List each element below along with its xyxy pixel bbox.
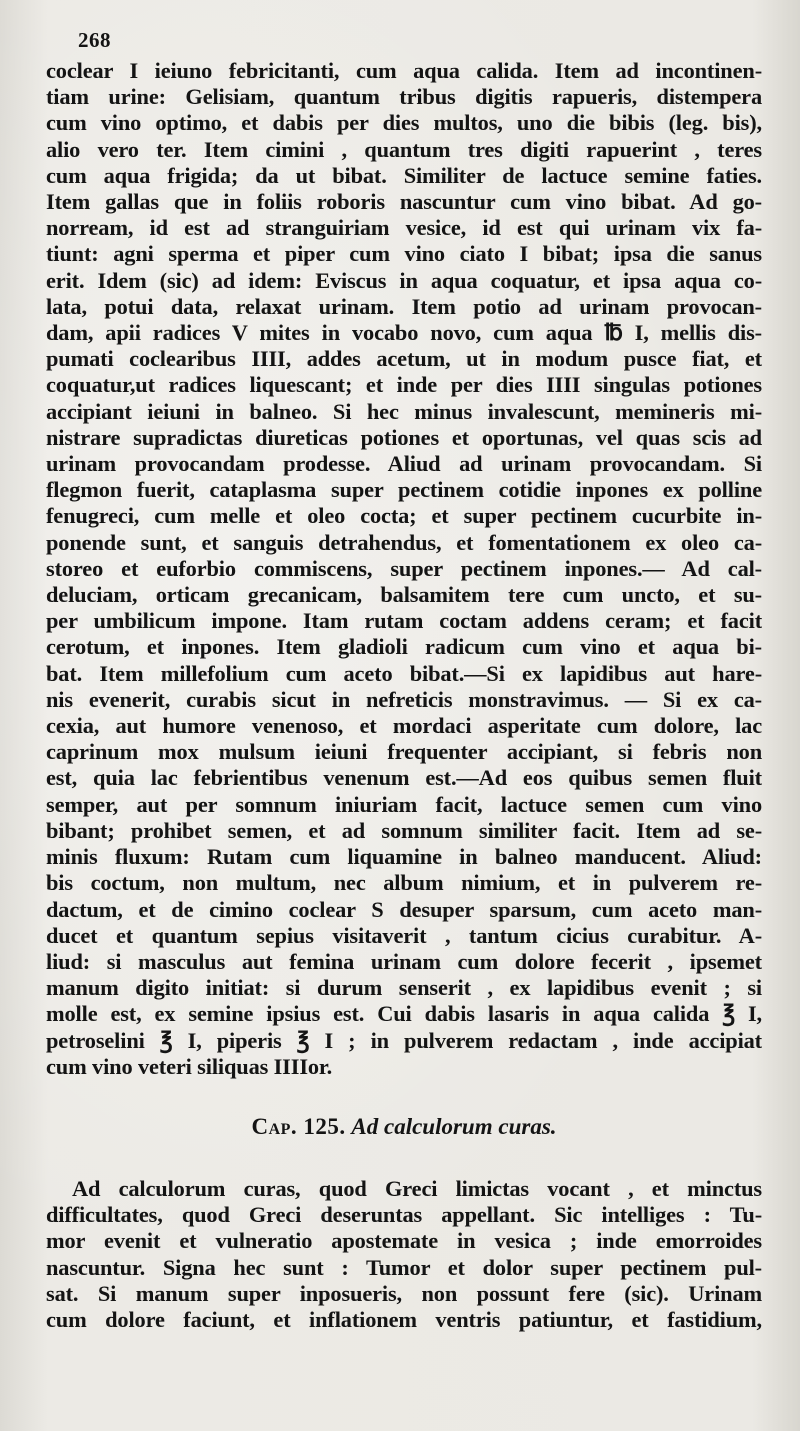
text-line: alio vero ter. Item cimini , quantum tres digiti rapuerint , teres (46, 136, 762, 162)
text-line: tiunt: agni sperma et piper cum vino ciato I bibat; ipsa die sanus (46, 241, 762, 267)
text-line: per umbilicum impone. Itam rutam coctam addens ceram; et facit (46, 608, 762, 634)
text-line: manum digito initiat: si durum senserit , ex lapidibus evenit ; si (46, 975, 762, 1001)
text-line: difficultates, quod Greci deseruntas appellant. Sic intelliges : Tu- (46, 1202, 762, 1228)
text-line: liud: si masculus aut femina urinam cum dolore fecerit , ipsemet (46, 948, 762, 974)
text-line: flegmon fuerit, cataplasma super pectinem cotidie inpones ex polline (46, 477, 762, 503)
text-line: lata, potui data, relaxat urinam. Item potio ad urinam provocan- (46, 293, 762, 319)
text-line: mor evenit et vulneratio apostemate in vesica ; inde emorroides (46, 1228, 762, 1254)
text-line: petroselini ℥ I, piperis ℥ I ; in pulverem redactam , inde accipiat (46, 1027, 762, 1053)
text-line: minis fluxum: Rutam cum liquamine in balneo manducent. Aliud: (46, 844, 762, 870)
text-line: caprinum mox mulsum ieiuni frequenter accipiant, si febris non (46, 739, 762, 765)
text-line: erit. Idem (sic) ad idem: Eviscus in aqua coquatur, et ipsa aqua co- (46, 267, 762, 293)
text-line: semper, aut per somnum iniuriam facit, lactuce semen cum vino (46, 791, 762, 817)
text-line: bat. Item millefolium cum aceto bibat.—Si ex lapidibus aut hare- (46, 660, 762, 686)
text-line: molle est, ex semine ipsius est. Cui dabis lasaris in aqua calida ℥ I, (46, 1001, 762, 1027)
text-line: urinam provocandam prodesse. Aliud ad urinam provocandam. Si (46, 451, 762, 477)
page-number: 268 (78, 28, 111, 52)
text-line: ponende sunt, et sanguis detrahendus, et fomentationem ex oleo ca- (46, 529, 762, 555)
text-line: cum vino veteri siliquas IIIIor. (46, 1053, 333, 1079)
chapter-heading (46, 1114, 762, 1140)
text-line: bis coctum, non multum, nec album nimium, et in pulverem re- (46, 870, 762, 896)
chapter-title: Ad calculorum curas. (351, 1113, 557, 1139)
text-line: fenugreci, cum melle et oleo cocta; et super pectinem cucurbite in- (46, 503, 762, 529)
text-line: storeo et euforbio commiscens, super pectinem inpones.— Ad cal- (46, 555, 762, 581)
text-line: ducet et quantum sepius visitaverit , tantum cicius curabitur. A- (46, 922, 762, 948)
text-line: cum dolore faciunt, et inflationem ventris patiuntur, et fastidium, (46, 1306, 762, 1332)
text-line: sat. Si manum super inposueris, non possunt fere (sic). Urinam (46, 1280, 762, 1306)
text-line: dam, apii radices V mites in vocabo novo, cum aqua ℔ I, mellis dis- (46, 320, 762, 346)
text-line: cum vino optimo, et dabis per dies multos, uno die bibis (leg. bis), (46, 110, 762, 136)
paragraph-main (46, 58, 762, 1080)
text-line: est, quia lac febrientibus venenum est.—Ad eos quibus semen fluit (46, 765, 762, 791)
text-line: deluciam, orticam grecanicam, balsamitem tere cum uncto, et su- (46, 582, 762, 608)
text-line: norream, id est ad stranguiriam vesice, id est qui urinam vix fa- (46, 215, 762, 241)
text-line: cerotum, et inpones. Item gladioli radicum cum vino et aqua bi- (46, 634, 762, 660)
paragraph-chapter (46, 1176, 762, 1333)
text-line: cexia, aut humore venenoso, et mordaci asperitate cum dolore, lac (46, 713, 762, 739)
text-line: accipiant ieiuni in balneo. Si hec minus invalescunt, memineris mi- (46, 398, 762, 424)
text-line: nistrare supradictas diureticas potiones et oportunas, vel quas scis ad (46, 424, 762, 450)
text-line: dactum, et de cimino coclear S desuper sparsum, cum aceto man- (46, 896, 762, 922)
text-line: coquatur,ut radices liquescant; et inde per dies IIII singulas potiones (46, 372, 762, 398)
text-line: Item gallas que in foliis roboris nascuntur cum vino bibat. Ad go- (46, 189, 762, 215)
text-line: Ad calculorum curas, quod Greci limictas vocant , et minctus (72, 1175, 762, 1201)
text-line: nascuntur. Signa hec sunt : Tumor et dolor super pectinem pul- (46, 1254, 762, 1280)
text-line: coclear I ieiuno febricitanti, cum aqua calida. Item ad incontinen- (46, 58, 762, 83)
text-line: pumati coclearibus IIII, addes acetum, ut in modum pusce fiat, et (46, 346, 762, 372)
text-line: nis evenerit, curabis sicut in nefreticis monstravimus. — Si ex ca- (46, 686, 762, 712)
chapter-label: Cap. 125. (251, 1113, 346, 1139)
text-line: tiam urine: Gelisiam, quantum tribus digitis rapueris, distempera (46, 84, 762, 110)
text-line: bibant; prohibet semen, et ad somnum similiter facit. Item ad se- (46, 817, 762, 843)
text-line: cum aqua frigida; da ut bibat. Similiter de lactuce semine faties. (46, 162, 762, 188)
